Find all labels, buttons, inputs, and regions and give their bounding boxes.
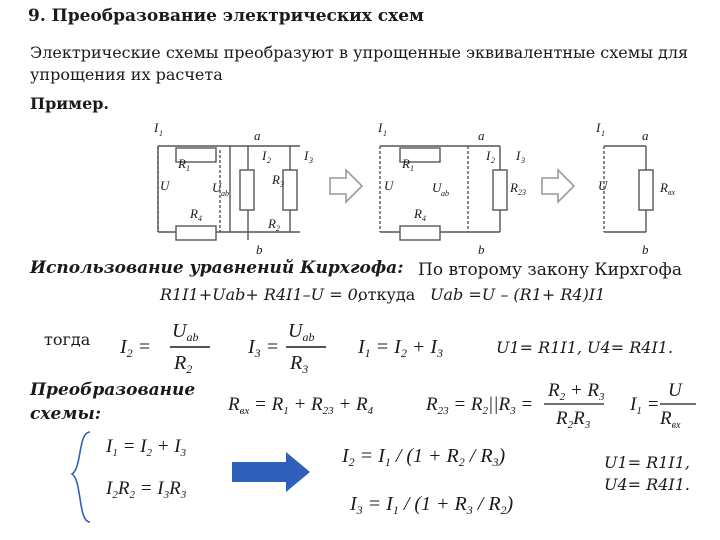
svg-text:U: U bbox=[668, 380, 682, 401]
sys-kvl: $I_2R_2 = I_3R_3$ bbox=[106, 478, 187, 501]
svg-text:3: 3 bbox=[280, 180, 284, 189]
formula-Rvx: $R_{вх} = R_1 + R_{23} + R_4$ bbox=[228, 394, 374, 417]
c2-label-I3: I bbox=[516, 148, 521, 163]
c1-label-I1: I bbox=[154, 120, 159, 135]
c3-label-U: U bbox=[598, 178, 608, 193]
c1-label-R3: R bbox=[272, 172, 280, 187]
formula-kcl: $I_1 = I_2 + I_3$ bbox=[358, 336, 443, 360]
formula-row-2 bbox=[220, 378, 700, 428]
c1-label-a: a bbox=[254, 128, 261, 143]
c1-label-b: b bbox=[256, 242, 263, 257]
system-figure bbox=[60, 426, 620, 536]
formula-I3: $I_3$ = bbox=[248, 336, 280, 360]
circuits-figure bbox=[0, 118, 720, 258]
svg-text:2: 2 bbox=[491, 156, 495, 165]
svg-text:23: 23 bbox=[518, 188, 526, 197]
svg-text:R3: $R_3$ bbox=[290, 352, 309, 375]
c3-label-Rvx: R bbox=[660, 180, 668, 195]
svg-text:4: 4 bbox=[198, 214, 202, 223]
transform-arrow-1 bbox=[330, 170, 362, 202]
sys-kcl: $I_1 = I_2 + I_3$ bbox=[106, 436, 187, 459]
slide-title: 9. Преобразование электрических схем bbox=[28, 6, 424, 26]
svg-text:R2R3: $R_2R_3$ bbox=[556, 408, 591, 428]
c1-label-R4: R bbox=[190, 206, 198, 221]
svg-text:1: 1 bbox=[410, 164, 414, 173]
kvl-equation: R1I1+Uab+ R4I1–U = 0, bbox=[160, 285, 363, 304]
c2-label-b: b bbox=[478, 242, 485, 257]
svg-text:R2 + R3: $R_2 + R_3$ bbox=[548, 380, 605, 403]
voltages-line-1: U1= R1I1, U4= R4I1. bbox=[496, 338, 674, 357]
intro-text: Электрические схемы преобразуют в упрощенные эквивалентные схемы для упрощения их расчета bbox=[30, 43, 689, 84]
svg-text:2: 2 bbox=[267, 156, 271, 165]
c1-label-I3: I bbox=[304, 148, 309, 163]
uab-expression: Uab =U – (R1+ R4)I1 bbox=[430, 285, 606, 304]
c2-label-R23: R bbox=[510, 180, 518, 195]
brace-icon bbox=[72, 432, 90, 522]
svg-text:Uab: $U_{ab}$ bbox=[288, 320, 315, 344]
c2-label-Uab: U bbox=[432, 180, 442, 195]
svg-text:4: 4 bbox=[422, 214, 426, 223]
c2-label-I1: I bbox=[378, 120, 383, 135]
svg-text:1: 1 bbox=[383, 129, 387, 138]
svg-text:ab: ab bbox=[221, 189, 229, 198]
transform-arrow-2 bbox=[542, 170, 574, 202]
c1-label-I2: I bbox=[262, 148, 267, 163]
svg-text:Uab: $U_{ab}$ bbox=[172, 320, 199, 344]
svg-text:1: 1 bbox=[159, 129, 163, 138]
formula-I2: $I_2$ = bbox=[120, 336, 152, 360]
c2-label-R1: R bbox=[402, 156, 410, 171]
svg-text:R2: $R_2$ bbox=[174, 352, 193, 375]
svg-text:3: 3 bbox=[309, 156, 313, 165]
c3-label-I1: I bbox=[596, 120, 601, 135]
formula-I1-ohm: $I_1$ = bbox=[630, 394, 660, 417]
c2-label-a: a bbox=[478, 128, 485, 143]
formula-I3-result: $I_3 = I_1 / (1 + R_3 / R_2)$ bbox=[350, 493, 514, 517]
c3-label-a: a bbox=[642, 128, 649, 143]
then-label: тогда bbox=[44, 330, 91, 349]
c2-label-U: U bbox=[384, 178, 394, 193]
c2-label-R4: R bbox=[414, 206, 422, 221]
example-label: Пример. bbox=[30, 94, 109, 113]
svg-text:1: 1 bbox=[186, 164, 190, 173]
voltages-line-2: U1= R1I1, U4= R4I1. bbox=[604, 453, 690, 494]
svg-text:2: 2 bbox=[276, 224, 280, 233]
c1-label-R2: R bbox=[268, 216, 276, 231]
svg-text:вх: вх bbox=[668, 188, 676, 197]
c2-label-I2: I bbox=[486, 148, 491, 163]
c1-label-R1: R bbox=[178, 156, 186, 171]
kirchhoff-label: Использование уравнений Кирхгофа: bbox=[30, 258, 404, 278]
svg-text:1: 1 bbox=[601, 129, 605, 138]
c3-label-b: b bbox=[642, 242, 649, 257]
c1-label-Uab: U bbox=[212, 180, 222, 195]
transform-label: Преобразование схемы: bbox=[30, 380, 196, 424]
formula-I2-result: $I_2 = I_1 / (1 + R_2 / R_3)$ bbox=[342, 445, 506, 469]
formula-R23: $R_{23} = R_2||R_3$ = bbox=[426, 394, 534, 417]
whence-label: откуда bbox=[358, 285, 416, 304]
c1-label-U: U bbox=[160, 178, 170, 193]
svg-text:ab: ab bbox=[441, 189, 449, 198]
result-arrow-icon bbox=[232, 452, 310, 492]
svg-text:3: 3 bbox=[521, 156, 525, 165]
svg-text:Rвх: $R_{вх}$ bbox=[660, 408, 681, 428]
second-law-label: По второму закону Кирхгофа bbox=[418, 260, 682, 280]
circuit-3 bbox=[604, 146, 653, 232]
